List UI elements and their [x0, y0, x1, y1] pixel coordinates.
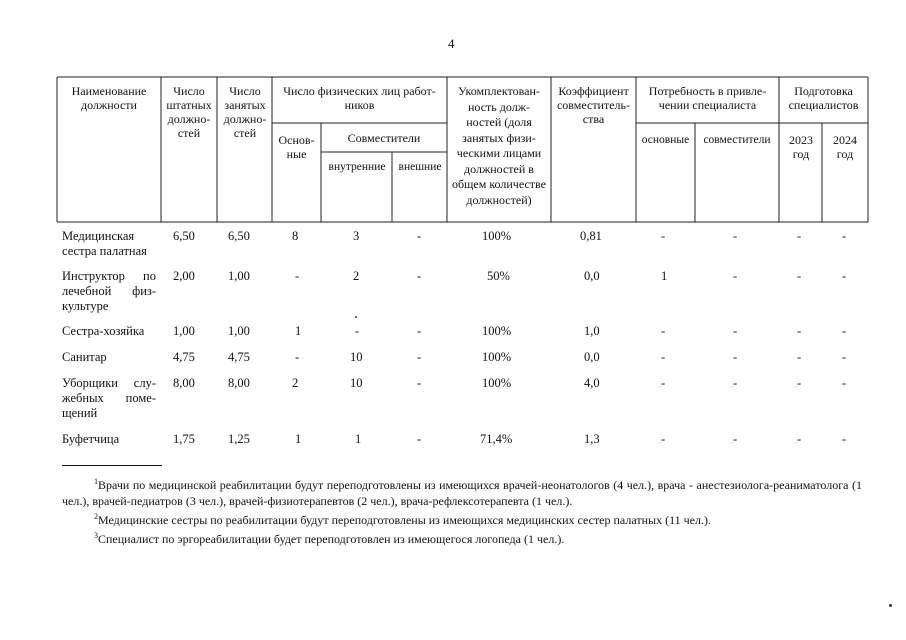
header-need: Потребность в привле-чении специалиста	[648, 84, 767, 112]
header-external: внешние	[398, 161, 442, 173]
header-year-2023: 2023 год	[789, 133, 813, 161]
row-staff: 1,75	[173, 432, 195, 446]
row-staffing: 100%	[482, 229, 512, 243]
header-staffing: Укомплектован-ность долж-ностей (доля занятых физи-ческими лицами должностей в общем количестве должностей)	[452, 84, 546, 207]
row-position-name: Буфетчица	[62, 432, 120, 446]
header-training: Подготовка специалистов	[788, 84, 859, 112]
row-coef: 0,0	[584, 350, 600, 364]
row-occupied: 1,00	[228, 269, 250, 283]
row-main: 8	[292, 229, 299, 243]
scan-speck	[889, 604, 892, 607]
row-2023: -	[797, 269, 802, 283]
row-staff: 8,00	[173, 376, 195, 390]
header-position: Наименование должности	[71, 84, 147, 112]
row-position-name: Уборщики слу-жебных поме-щений	[62, 376, 156, 420]
row-need-part: -	[733, 432, 738, 446]
row-position-name: Медицинская сестра палатная	[62, 229, 147, 258]
row-2024: -	[842, 269, 847, 283]
row-coef: 1,3	[584, 432, 600, 446]
row-coef: 0,81	[580, 229, 602, 243]
row-staff: 2,00	[173, 269, 195, 283]
row-internal: 10	[350, 350, 363, 364]
row-staff: 6,50	[173, 229, 195, 243]
row-staffing: 100%	[482, 324, 512, 338]
row-need-main: -	[661, 324, 666, 338]
row-position-name: Сестра-хозяйка	[62, 324, 145, 338]
page-number: 4	[448, 36, 455, 51]
row-internal: -	[355, 324, 360, 338]
row-coef: 1,0	[584, 324, 600, 338]
row-staff: 4,75	[173, 350, 195, 364]
row-main: -	[295, 269, 300, 283]
row-internal: 2	[353, 269, 360, 283]
header-need-part: совместители	[703, 134, 771, 146]
row-need-part: -	[733, 350, 738, 364]
row-2023: -	[797, 324, 802, 338]
row-2024: -	[842, 229, 847, 243]
row-need-part: -	[733, 324, 738, 338]
row-coef: 0,0	[584, 269, 600, 283]
footnote-mark: 2	[94, 512, 98, 521]
footnote-text: Специалист по эргореабилитации будет переподготовлен из имеющегося логопеда (1 чел.).	[98, 532, 565, 546]
row-staffing: 100%	[482, 376, 512, 390]
row-2024: -	[842, 376, 847, 390]
row-internal: 3	[353, 229, 360, 243]
row-need-part: -	[733, 269, 738, 283]
row-external: -	[417, 269, 422, 283]
footnotes	[62, 464, 862, 547]
row-coef: 4,0	[584, 376, 600, 390]
row-occupied: 8,00	[228, 376, 250, 390]
row-external: -	[417, 432, 422, 446]
row-need-main: 1	[661, 269, 668, 283]
row-need-main: -	[661, 376, 666, 390]
row-2023: -	[797, 229, 802, 243]
footnote-1	[62, 474, 862, 509]
header-coefficient: Коэффициент совместитель-ства	[556, 84, 631, 126]
row-staff: 1,00	[173, 324, 195, 338]
header-main: Основ-ные	[278, 133, 315, 161]
header-internal: внутренние	[328, 161, 386, 173]
row-2023: -	[797, 376, 802, 390]
footnote-text: Медицинские сестры по реабилитации будут переподготовлены из имеющихся медицинских сестер палатных (11 чел.).	[98, 513, 711, 527]
row-need-main: -	[661, 350, 666, 364]
row-2024: -	[842, 324, 847, 338]
header-need-main: основные	[641, 134, 690, 146]
row-external: -	[417, 350, 422, 364]
row-occupied: 6,50	[228, 229, 250, 243]
row-external: -	[417, 376, 422, 390]
row-main: 1	[295, 432, 302, 446]
row-staffing: 71,4%	[480, 432, 513, 446]
row-2023: -	[797, 432, 802, 446]
header-staff-positions: Число штатных должно-стей	[166, 84, 212, 140]
header-occupied-positions: Число занятых должно-стей	[223, 84, 267, 140]
footnote-3	[62, 528, 862, 547]
scan-speck	[355, 316, 357, 318]
row-internal: 1	[355, 432, 362, 446]
row-need-part: -	[733, 229, 738, 243]
row-external: -	[417, 229, 422, 243]
row-occupied: 1,25	[228, 432, 250, 446]
footnote-2	[62, 509, 862, 528]
row-need-main: -	[661, 432, 666, 446]
row-main: 2	[292, 376, 299, 390]
row-staffing: 100%	[482, 350, 512, 364]
row-2023: -	[797, 350, 802, 364]
header-part-timers: Совместители	[347, 131, 421, 145]
row-staffing: 50%	[487, 269, 510, 283]
footnote-text: Врачи по медицинской реабилитации будут переподготовлены из имеющихся врачей-неонатологов (4 чел.), врача - анестезиолога-реаниматолога (1 чел.), врачей-педиатров (3 чел.), врачей-физиотерапевтов (2 чел.), врача-рефлексотерапевта (1 чел.).	[62, 478, 862, 508]
row-need-part: -	[733, 376, 738, 390]
header-year-2024: 2024 год	[833, 133, 857, 161]
header-physical-persons: Число физических лиц работ-ников	[283, 84, 436, 112]
row-occupied: 4,75	[228, 350, 250, 364]
footnote-mark: 3	[94, 531, 98, 540]
row-external: -	[417, 324, 422, 338]
row-need-main: -	[661, 229, 666, 243]
row-internal: 10	[350, 376, 363, 390]
row-main: -	[295, 350, 300, 364]
row-position-name: Санитар	[62, 350, 107, 364]
row-2024: -	[842, 350, 847, 364]
row-2024: -	[842, 432, 847, 446]
row-main: 1	[295, 324, 302, 338]
footnote-mark: 1	[94, 477, 98, 486]
row-occupied: 1,00	[228, 324, 250, 338]
row-position-name: Инструктор по лечебной физ-культуре	[62, 269, 156, 313]
